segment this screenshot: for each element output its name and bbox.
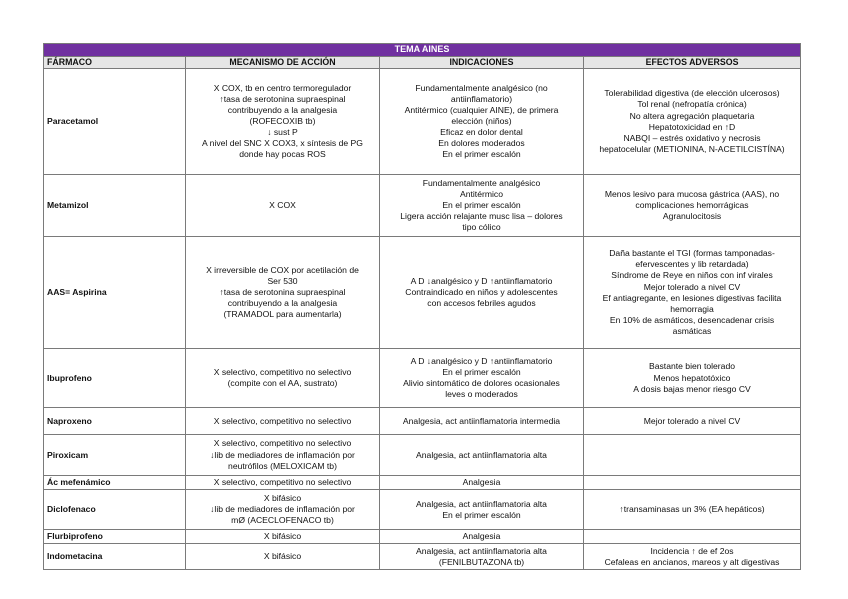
- effects-line: asmáticas: [672, 325, 712, 336]
- indications-cell: [380, 349, 584, 408]
- mechanism-line: X selectivo, competitivo no selectivo: [213, 477, 352, 488]
- table-row: [44, 237, 801, 349]
- drug-name: Paracetamol: [44, 69, 186, 175]
- effects-cell: [584, 490, 801, 530]
- indications-line: Analgesia, act antiinflamatoria alta: [416, 498, 547, 509]
- indications-line: Analgesia: [462, 477, 501, 488]
- effects-cell: [584, 435, 801, 476]
- indications-line: elección (niños): [451, 116, 512, 127]
- aines-table: [43, 43, 801, 570]
- mechanism-line: neutrófilos (MELOXICAM tb): [228, 460, 337, 471]
- mechanism-line: X COX: [269, 200, 296, 211]
- effects-line: Incidencia ↑ de ef 2os: [650, 545, 734, 556]
- effects-line: hemorragia: [670, 303, 714, 314]
- drug-name: Indometacina: [44, 544, 186, 570]
- effects-cell: [584, 476, 801, 490]
- table-row: [44, 349, 801, 408]
- effects-line: Cefaleas en ancianos, mareos y alt digestivas: [604, 556, 780, 567]
- indications-line: En el primer escalón: [442, 509, 521, 520]
- indications-line: Analgesia, act antiinflamatoria intermedia: [402, 415, 561, 426]
- effects-line: A dosis bajas menor riesgo CV: [633, 383, 751, 394]
- effects-cell: [584, 175, 801, 237]
- mechanism-line: contribuyendo a la analgesia: [227, 298, 338, 309]
- effects-line: Tol renal (nefropatía crónica): [637, 99, 747, 110]
- indications-line: En el primer escalón: [442, 200, 521, 211]
- header-indications: INDICACIONES: [380, 57, 584, 69]
- mechanism-line: A nivel del SNC X COX3, x síntesis de PG: [202, 138, 363, 149]
- indications-line: antiinflamatorio): [450, 93, 513, 104]
- table-row: [44, 175, 801, 237]
- mechanism-line: ↓lib de mediadores de inflamación por: [210, 504, 355, 515]
- header-drug: FÁRMACO: [44, 57, 186, 69]
- mechanism-line: X selectivo, competitivo no selectivo: [213, 367, 352, 377]
- mechanism-line: X selectivo, competitivo no selectivo: [213, 415, 352, 426]
- table-row: [44, 435, 801, 476]
- effects-cell: [584, 237, 801, 349]
- effects-line: En 10% de asmáticos, desencadenar crisis: [609, 314, 775, 325]
- effects-line: Menos hepatotóxico: [653, 372, 731, 383]
- indications-line: Alivio sintomático de dolores ocasionales: [403, 378, 560, 389]
- mechanism-line: ↓lib de mediadores de inflamación por: [210, 449, 355, 460]
- effects-line: ↑transaminasas un 3% (EA hepáticos): [619, 504, 765, 515]
- mechanism-cell: [186, 530, 380, 544]
- mechanism-cell: [186, 349, 380, 408]
- indications-cell: [380, 175, 584, 237]
- mechanism-line: X bifásico: [263, 531, 302, 542]
- table-row: [44, 544, 801, 570]
- indications-cell: [380, 544, 584, 570]
- effects-line: Hepatotoxicidad en ↑D: [648, 121, 736, 132]
- mechanism-line: X irreversible de COX por acetilación de: [206, 264, 359, 275]
- indications-cell: [380, 237, 584, 349]
- indications-cell: [380, 435, 584, 476]
- indications-line: leves o moderados: [445, 389, 518, 400]
- drug-name: Flurbiprofeno: [44, 530, 186, 544]
- mechanism-cell: [186, 237, 380, 349]
- mechanism-cell: [186, 175, 380, 237]
- indications-line: (FENILBUTAZONA tb): [438, 556, 525, 567]
- effects-line: No altera agregación plaquetaria: [629, 110, 755, 121]
- effects-cell: [584, 408, 801, 435]
- effects-cell: [584, 69, 801, 175]
- indications-line: Antitérmico (cualquier AINE), de primera: [404, 104, 559, 115]
- mechanism-line: X selectivo, competitivo no selectivo: [213, 438, 352, 449]
- drug-name: Ibuprofeno: [44, 349, 186, 408]
- indications-line: Analgesia, act antiinflamatoria alta: [416, 545, 547, 556]
- indications-line: A D ↓analgésico y D ↑antiinflamatorio: [410, 355, 553, 366]
- mechanism-line: (compite con el AA, sustrato): [227, 378, 338, 389]
- mechanism-cell: [186, 544, 380, 570]
- header-effects: EFECTOS ADVERSOS: [584, 57, 801, 69]
- drug-name: Metamizol: [44, 175, 186, 237]
- effects-cell: [584, 349, 801, 408]
- indications-line: Fundamentalmente analgésico (no: [415, 82, 548, 93]
- table-row: [44, 490, 801, 530]
- mechanism-line: ↑tasa de serotonina supraespinal: [219, 287, 346, 298]
- table-row: [44, 530, 801, 544]
- indications-line: tipo cólico: [462, 222, 501, 233]
- effects-line: Mejor tolerado a nivel CV: [643, 281, 741, 292]
- mechanism-line: ↓ sust P: [267, 127, 298, 138]
- header-mechanism: MECANISMO DE ACCIÓN: [186, 57, 380, 69]
- indications-line: En dolores moderados: [438, 138, 525, 149]
- drug-name: Diclofenaco: [44, 490, 186, 530]
- indications-cell: [380, 530, 584, 544]
- mechanism-line: (TRAMADOL para aumentarla): [223, 309, 342, 320]
- mechanism-line: ↑tasa de serotonina supraespinal: [219, 93, 346, 104]
- indications-line: Contraindicado en niños y adolescentes: [405, 287, 558, 298]
- mechanism-line: Ser 530: [267, 275, 298, 286]
- drug-name: Ác mefenámico: [44, 476, 186, 490]
- effects-line: Ef antiagregante, en lesiones digestivas facilita: [602, 292, 782, 303]
- indications-cell: [380, 69, 584, 175]
- mechanism-cell: [186, 435, 380, 476]
- drug-name: Piroxicam: [44, 435, 186, 476]
- table-row: [44, 476, 801, 490]
- indications-line: con accesos febriles agudos: [427, 298, 536, 309]
- effects-line: NABQI – estrés oxidativo y necrosis: [623, 132, 761, 143]
- indications-line: Ligera acción relajante musc lisa – dolores: [400, 211, 563, 222]
- mechanism-line: X bifásico: [263, 492, 302, 503]
- mechanism-cell: [186, 476, 380, 490]
- mechanism-cell: [186, 69, 380, 175]
- effects-line: Menos lesivo para mucosa gástrica (AAS), no: [604, 188, 780, 199]
- mechanism-line: donde hay pocas ROS: [239, 149, 326, 160]
- drug-name: AAS= Aspirina: [44, 237, 186, 349]
- effects-cell: [584, 544, 801, 570]
- indications-cell: [380, 476, 584, 490]
- effects-line: complicaciones hemorrágicas: [635, 200, 749, 211]
- effects-line: Bastante bien tolerado: [649, 361, 736, 372]
- effects-line: Daña bastante el TGI (formas tamponadas-: [609, 248, 775, 259]
- effects-line: Mejor tolerado a nivel CV: [643, 415, 741, 426]
- effects-line: hepatocelular (METIONINA, N-ACETILCISTÍNA): [599, 143, 785, 154]
- mechanism-line: X COX, tb en centro termoregulador: [213, 82, 352, 93]
- effects-cell: [584, 530, 801, 544]
- indications-line: En el primer escalón: [442, 149, 521, 160]
- indications-line: En el primer escalón: [442, 367, 521, 377]
- table-row: [44, 408, 801, 435]
- table-row: [44, 69, 801, 175]
- effects-line: Agranulocitosis: [662, 211, 722, 222]
- mechanism-line: X bifásico: [263, 551, 302, 562]
- indications-line: Analgesia: [462, 531, 501, 542]
- indications-cell: [380, 408, 584, 435]
- indications-line: Analgesia, act antiinflamatoria alta: [416, 449, 547, 460]
- mechanism-line: mØ (ACECLOFENACO tb): [231, 515, 334, 526]
- mechanism-cell: [186, 490, 380, 530]
- indications-line: Fundamentalmente analgésico: [422, 177, 541, 188]
- indications-line: Eficaz en dolor dental: [440, 127, 523, 138]
- mechanism-line: (ROFECOXIB tb): [249, 116, 316, 127]
- table-title: TEMA AINES: [44, 44, 801, 57]
- effects-line: efervescentes y lib retardada): [635, 259, 749, 270]
- effects-line: Tolerabilidad digestiva (de elección ulcerosos): [604, 88, 780, 99]
- indications-line: Antitérmico: [460, 188, 503, 199]
- mechanism-cell: [186, 408, 380, 435]
- indications-cell: [380, 490, 584, 530]
- drug-name: Naproxeno: [44, 408, 186, 435]
- effects-line: Síndrome de Reye en niños con inf virales: [611, 270, 773, 281]
- mechanism-line: contribuyendo a la analgesia: [227, 104, 338, 115]
- indications-line: A D ↓analgésico y D ↑antiinflamatorio: [410, 275, 553, 286]
